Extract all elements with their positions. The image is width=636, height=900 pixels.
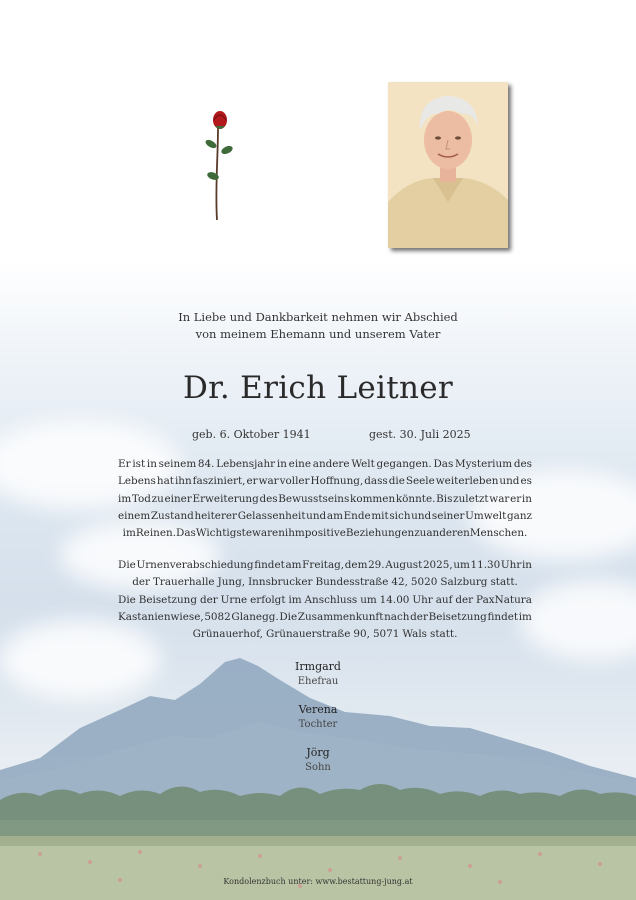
word: 5071 bbox=[372, 628, 400, 641]
word: Er bbox=[118, 458, 131, 470]
word: Kastanienwiese, bbox=[118, 610, 204, 623]
word: 42, bbox=[391, 576, 408, 589]
word: 29. bbox=[368, 559, 385, 571]
word: Bewusstseins bbox=[278, 492, 350, 505]
word: Die bbox=[118, 593, 136, 606]
word: ihm bbox=[284, 527, 305, 540]
word: Glanegg. bbox=[231, 610, 279, 623]
word: Wichtigste bbox=[195, 527, 252, 540]
word: er bbox=[246, 475, 258, 488]
word: der bbox=[132, 576, 150, 589]
word: Das bbox=[433, 458, 454, 470]
word: um bbox=[453, 559, 470, 571]
mourner bbox=[268, 659, 368, 689]
word: im bbox=[518, 610, 532, 623]
word: 90, bbox=[353, 628, 370, 641]
mourner-role: Ehefrau bbox=[297, 676, 339, 687]
text-line bbox=[118, 456, 532, 473]
text-line bbox=[118, 609, 532, 626]
word: mit bbox=[371, 509, 389, 522]
word: Innsbrucker bbox=[248, 576, 313, 589]
intro-text bbox=[118, 309, 518, 343]
word: ihn bbox=[174, 475, 192, 488]
word: Die bbox=[279, 610, 298, 623]
word: ist bbox=[132, 458, 146, 470]
mourner-role: Sohn bbox=[305, 762, 331, 773]
word: 14.00 bbox=[379, 593, 410, 606]
text-line bbox=[118, 473, 532, 490]
word: fasziniert, bbox=[192, 475, 246, 488]
word: Trauerhalle bbox=[152, 576, 215, 589]
word: der bbox=[199, 593, 218, 606]
word: Lebensjahr bbox=[216, 458, 276, 470]
word: ganz bbox=[506, 509, 532, 522]
mourner-name: Jörg bbox=[306, 746, 330, 759]
word: in bbox=[521, 559, 532, 571]
text-line bbox=[118, 525, 532, 542]
intro-line: von meinem Ehemann und unserem Vater bbox=[195, 327, 441, 341]
word: PaxNatura bbox=[476, 593, 532, 606]
word: erfolgt bbox=[250, 593, 286, 606]
ceremony-paragraph bbox=[118, 557, 532, 643]
mourner bbox=[268, 745, 368, 775]
text-line bbox=[118, 557, 532, 574]
word: statt. bbox=[490, 576, 518, 589]
word: im bbox=[122, 527, 136, 540]
word: Welt bbox=[351, 458, 375, 470]
word: Uhr bbox=[500, 559, 522, 571]
word: Freitag, bbox=[302, 559, 345, 571]
biography-paragraph bbox=[118, 456, 532, 542]
word: Ende bbox=[343, 509, 371, 522]
word: des bbox=[513, 458, 532, 470]
word: um bbox=[360, 593, 377, 606]
mourner-name: Verena bbox=[298, 703, 338, 716]
death-date: gest. 30. Juli 2025 bbox=[369, 428, 471, 441]
word: er bbox=[510, 492, 522, 505]
word: seinem bbox=[158, 458, 197, 470]
word: heiterer bbox=[194, 509, 238, 522]
word: waren bbox=[252, 527, 285, 540]
word: dass bbox=[364, 475, 388, 488]
word: der bbox=[455, 593, 474, 606]
word: zuletzt bbox=[453, 492, 489, 505]
word: im bbox=[288, 593, 302, 606]
word: und bbox=[499, 475, 520, 488]
word: Zusammenkunft bbox=[297, 610, 384, 623]
word: Bis bbox=[436, 492, 453, 505]
word: Beisetzung bbox=[138, 593, 198, 606]
word: Seele bbox=[405, 475, 435, 488]
word: 5020 bbox=[410, 576, 438, 589]
word: 11.30 bbox=[470, 559, 501, 571]
word: es bbox=[520, 475, 532, 488]
word: Tod bbox=[131, 492, 151, 505]
word: Salzburg bbox=[440, 576, 488, 589]
word: Uhr bbox=[412, 593, 433, 606]
word: Grünauerstraße bbox=[265, 628, 351, 641]
word: Reinen. bbox=[135, 527, 176, 540]
text-line bbox=[118, 574, 532, 591]
word: andere bbox=[312, 458, 350, 470]
word: einem bbox=[118, 509, 151, 522]
text-line bbox=[118, 508, 532, 525]
intro-line: In Liebe und Dankbarkeit nehmen wir Abschied bbox=[178, 310, 458, 324]
word: gegangen. bbox=[376, 458, 432, 470]
condolence-footer: Kondolenzbuch unter: www.bestattung-jung.at bbox=[223, 877, 413, 886]
word: war bbox=[489, 492, 510, 505]
word: Wals bbox=[402, 628, 428, 641]
word: in bbox=[146, 458, 157, 470]
word: in bbox=[521, 492, 532, 505]
word: Mysterium bbox=[455, 458, 513, 470]
word: sich bbox=[389, 509, 411, 522]
word: einer bbox=[164, 492, 192, 505]
word: die bbox=[388, 475, 405, 488]
word: seiner bbox=[431, 509, 465, 522]
word: 2025, bbox=[422, 559, 453, 571]
word: Zustand bbox=[150, 509, 194, 522]
word: Erweiterung bbox=[192, 492, 259, 505]
mourner-role: Tochter bbox=[298, 719, 338, 730]
word: der bbox=[410, 610, 428, 623]
word: findet bbox=[487, 610, 519, 623]
word: Die bbox=[118, 559, 136, 571]
word: kommen bbox=[350, 492, 396, 505]
text-line bbox=[118, 592, 532, 609]
rose-icon bbox=[205, 108, 235, 226]
word: könnte. bbox=[395, 492, 436, 505]
word: im bbox=[118, 492, 132, 505]
word: nach bbox=[384, 610, 410, 623]
word: zu bbox=[151, 492, 164, 505]
birth-date: geb. 6. Oktober 1941 bbox=[192, 428, 311, 441]
word: August bbox=[385, 559, 423, 571]
portrait-photo bbox=[388, 82, 508, 248]
word: Urne bbox=[220, 593, 248, 606]
word: statt. bbox=[430, 628, 458, 641]
word: Anschluss bbox=[304, 593, 358, 606]
word: 5082 bbox=[204, 610, 231, 623]
word: dem bbox=[344, 559, 368, 571]
word: Beisetzung bbox=[428, 610, 487, 623]
word: und bbox=[306, 509, 327, 522]
word: am bbox=[326, 509, 343, 522]
word: Gelassenheit bbox=[237, 509, 306, 522]
mourner-name: Irmgard bbox=[295, 660, 341, 673]
word: Umwelt bbox=[465, 509, 507, 522]
word: 84. bbox=[197, 458, 215, 470]
word: Hoffnung, bbox=[310, 475, 364, 488]
word: in bbox=[276, 458, 287, 470]
word: zu bbox=[414, 527, 427, 540]
word: positive bbox=[304, 527, 346, 540]
word: anderen bbox=[426, 527, 470, 540]
word: war bbox=[258, 475, 279, 488]
word: des bbox=[259, 492, 278, 505]
word: weiterleben bbox=[435, 475, 499, 488]
word: Jung, bbox=[217, 576, 246, 589]
word: Grünauerhof, bbox=[192, 628, 263, 641]
text-line bbox=[118, 491, 532, 508]
mourner bbox=[268, 702, 368, 732]
text-line bbox=[118, 626, 532, 643]
deceased-name: Dr. Erich Leitner bbox=[182, 370, 454, 406]
word: findet bbox=[254, 559, 285, 571]
word: auf bbox=[435, 593, 453, 606]
word: Menschen. bbox=[469, 527, 528, 540]
word: Urnenverabschiedung bbox=[136, 559, 254, 571]
word: am bbox=[285, 559, 302, 571]
word: eine bbox=[288, 458, 311, 470]
word: Lebens bbox=[118, 475, 156, 488]
word: und bbox=[411, 509, 432, 522]
word: Bundesstraße bbox=[315, 576, 389, 589]
word: hat bbox=[156, 475, 174, 488]
word: Beziehungen bbox=[345, 527, 415, 540]
word: Das bbox=[176, 527, 196, 540]
word: voller bbox=[279, 475, 310, 488]
